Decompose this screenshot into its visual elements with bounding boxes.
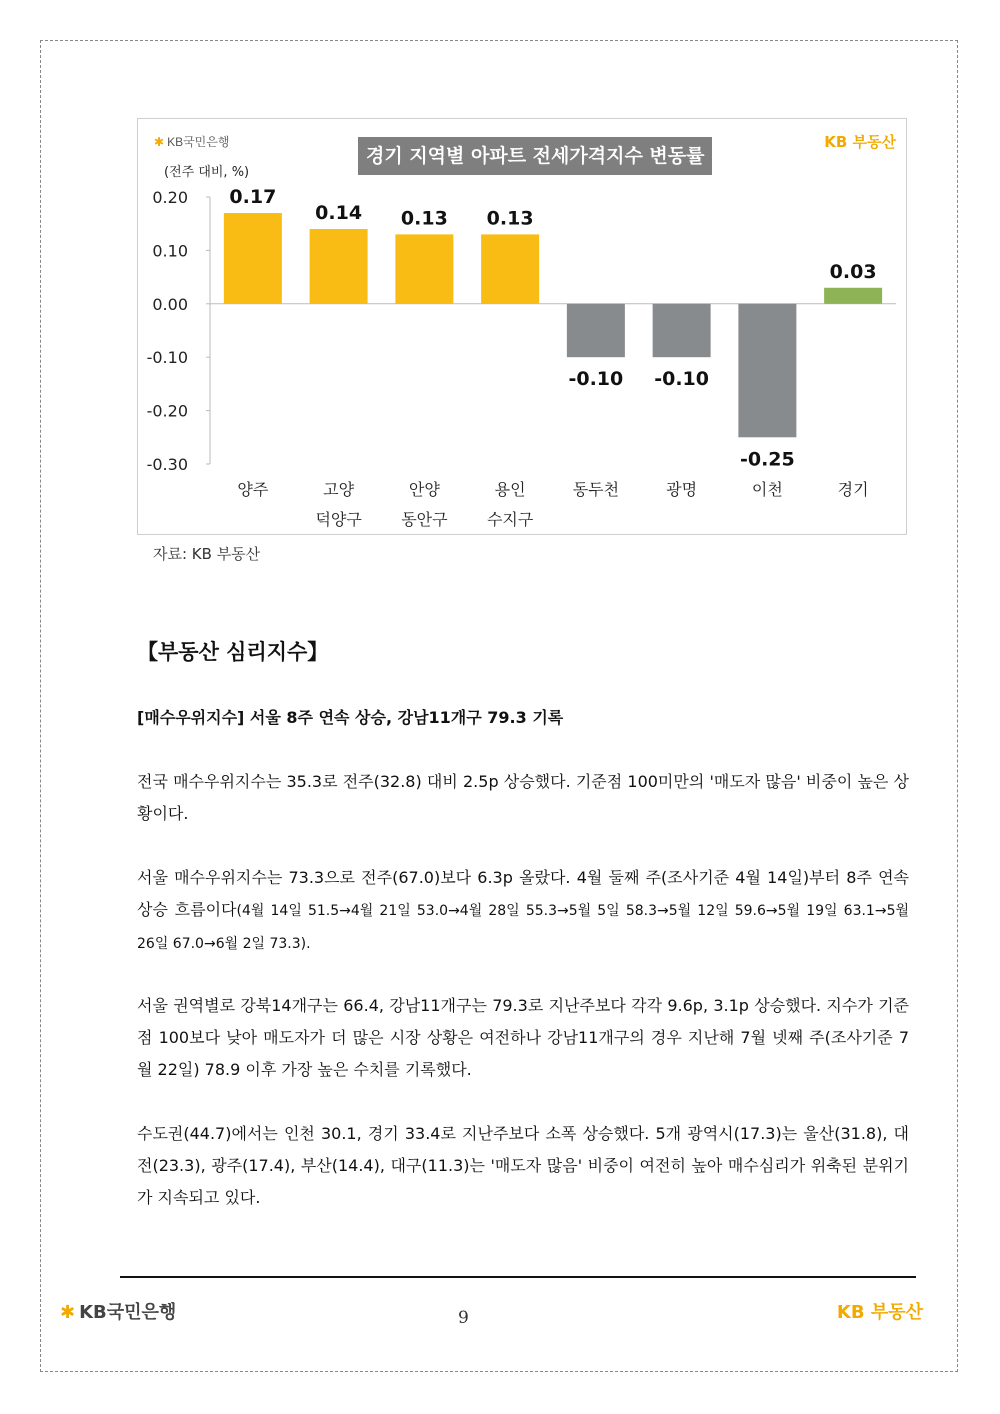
x-tick-label-line2: 동안구 bbox=[401, 510, 448, 529]
data-label: 0.14 bbox=[315, 202, 363, 225]
data-label: 0.17 bbox=[229, 186, 277, 209]
x-tick-label: 양주 bbox=[237, 480, 269, 499]
bar bbox=[653, 304, 711, 357]
paragraph-4: 수도권(44.7)에서는 인천 30.1, 경기 33.4로 지난주보다 소폭 상승했다. 5개 광역시(17.3)는 울산(31.8), 대전(23.3), 광주(17.4), 부산(14.4), 대구(11.3)는 '매도자 많음' 비중이 여전히 높아 매수심리가 위축된 분위기가 지속되고 있다. bbox=[137, 1124, 909, 1207]
kb-bank-logo-text: KB국민은행 bbox=[167, 135, 230, 149]
data-label: -0.25 bbox=[739, 448, 795, 471]
bar bbox=[567, 304, 625, 357]
x-tick-label: 이천 bbox=[751, 480, 783, 499]
kb-star-icon: ✱ bbox=[154, 135, 165, 149]
bar bbox=[738, 304, 796, 438]
x-tick-label: 경기 bbox=[837, 480, 869, 499]
section-title: 【부동산 심리지수】 bbox=[137, 640, 329, 664]
chart-source: 자료: KB 부동산 bbox=[153, 545, 261, 563]
kb-realestate-logo: KB 부동산 bbox=[824, 133, 896, 151]
footer-divider bbox=[120, 1276, 916, 1278]
paragraph-1: 전국 매수우위지수는 35.3로 전주(32.8) 대비 2.5p 상승했다. 기준점 100미만의 '매도자 많음' 비중이 높은 상황이다. bbox=[137, 772, 909, 823]
page-number: 9 bbox=[458, 1308, 469, 1328]
bar-chart bbox=[138, 119, 906, 534]
bar bbox=[224, 213, 282, 304]
footer-bank-logo bbox=[60, 1298, 176, 1324]
x-tick-label: 안양 bbox=[408, 480, 440, 499]
footer-realestate-logo: KB 부동산 bbox=[836, 1302, 923, 1323]
y-tick-label: -0.30 bbox=[146, 455, 188, 474]
y-tick-label: 0.20 bbox=[152, 188, 188, 207]
x-tick-label: 광명 bbox=[666, 480, 698, 499]
data-label: 0.03 bbox=[829, 260, 877, 283]
bar bbox=[310, 229, 368, 304]
paragraph-2 bbox=[137, 862, 909, 960]
y-tick-label: 0.10 bbox=[152, 241, 188, 261]
bar bbox=[824, 288, 882, 304]
x-tick-label: 고양 bbox=[323, 480, 355, 499]
bar bbox=[481, 234, 539, 303]
x-tick-label-line2: 수지구 bbox=[486, 510, 534, 529]
chart-panel bbox=[137, 118, 907, 535]
bar bbox=[395, 234, 453, 303]
chart-unit-label: (전주 대비, %) bbox=[164, 165, 250, 180]
chart-title: 경기 지역별 아파트 전세가격지수 변동률 bbox=[358, 137, 712, 175]
data-label: 0.13 bbox=[486, 207, 534, 230]
paragraph-2-main: 서울 매수우위지수는 73.3으로 전주(67.0)보다 6.3p 올랐다. 4월 둘째 주(조사기준 4월 14일)부터 8주 연속 상승 흐름이다 bbox=[137, 868, 909, 919]
x-tick-label: 동두천 bbox=[572, 480, 620, 499]
y-tick-label: 0.00 bbox=[152, 294, 188, 314]
x-tick-label-line2: 덕양구 bbox=[315, 510, 362, 529]
data-label: -0.10 bbox=[654, 368, 710, 391]
kb-star-icon: ✱ bbox=[60, 1302, 76, 1323]
data-label: 0.13 bbox=[400, 207, 448, 230]
footer-bank-logo-text: KB국민은행 bbox=[79, 1302, 177, 1323]
y-tick-label: -0.10 bbox=[146, 348, 188, 368]
paragraph-3: 서울 권역별로 강북14개구는 66.4, 강남11개구는 79.3로 지난주보다 각각 9.6p, 3.1p 상승했다. 지수가 기준점 100보다 낮아 매도자가 더 많은 시장 상황은 여전하나 강남11개구의 경우 지난해 7월 넷째 주(조사기준 7월 22일) 78.9 이후 가장 높은 수치를 기록했다. bbox=[137, 996, 909, 1079]
data-label: -0.10 bbox=[568, 368, 624, 391]
paragraph-2-series: (4월 14일 51.5→4월 21일 53.0→4월 28일 55.3→5월 5일 58.3→5월 12일 59.6→5월 19일 63.1→5월 26일 67.0→6월 2일 73.3). bbox=[137, 903, 909, 952]
x-tick-label: 용인 bbox=[494, 480, 526, 499]
y-tick-label: -0.20 bbox=[146, 401, 188, 421]
subheading: [매수우위지수] 서울 8주 연속 상승, 강남11개구 79.3 기록 bbox=[137, 708, 564, 727]
